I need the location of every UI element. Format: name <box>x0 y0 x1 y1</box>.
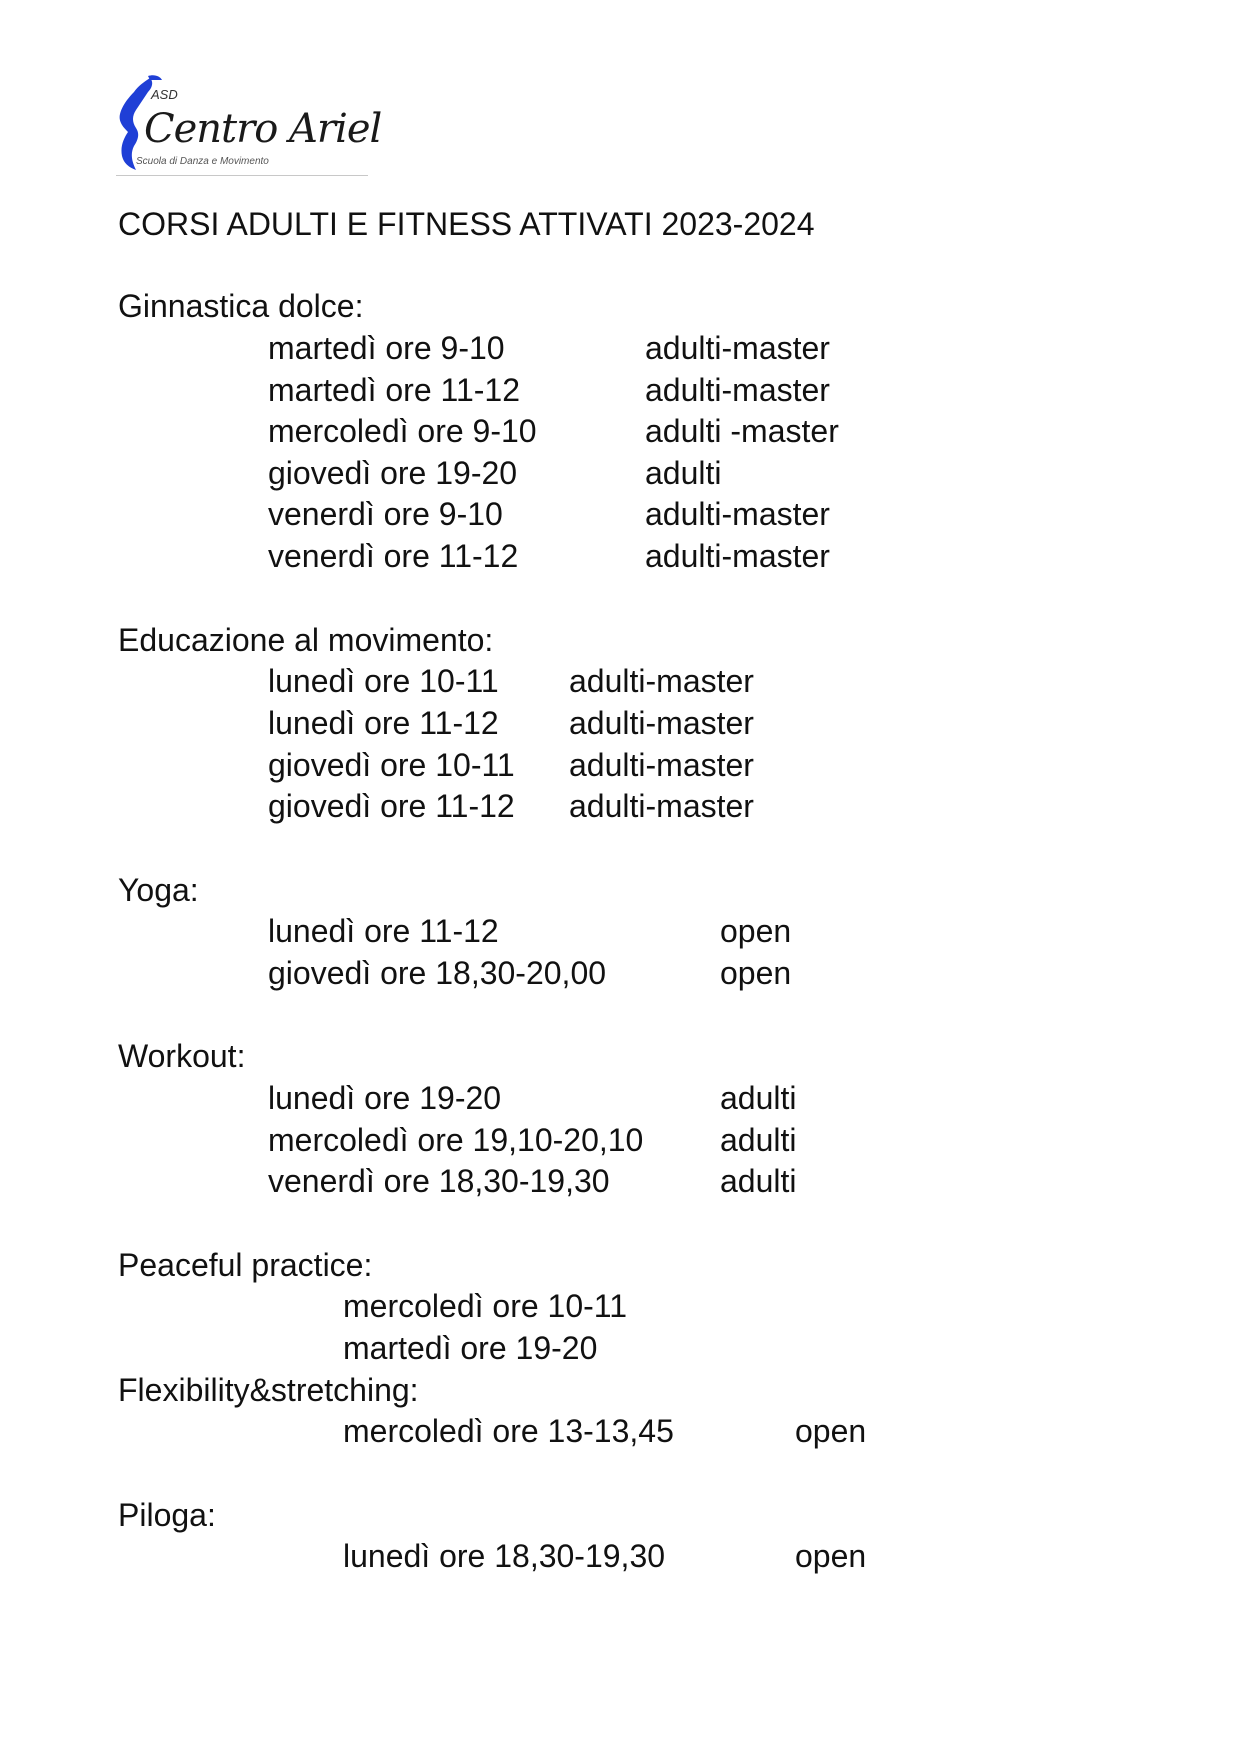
schedule-level: adulti-master <box>645 538 830 574</box>
schedule-time: lunedì ore 11-12 <box>268 913 499 949</box>
schedule-level: adulti <box>720 1080 797 1116</box>
schedule-time: giovedì ore 10-11 <box>268 747 515 783</box>
schedule-time: lunedì ore 10-11 <box>268 663 499 699</box>
section-heading-piloga: Piloga: <box>118 1497 216 1533</box>
schedule-level: adulti-master <box>569 705 754 741</box>
section-heading-peaceful-practice: Peaceful practice: <box>118 1247 373 1283</box>
schedule-level: adulti <box>720 1122 797 1158</box>
schedule-time: martedì ore 9-10 <box>268 330 505 366</box>
schedule-time: mercoledì ore 9-10 <box>268 413 537 449</box>
page-title: CORSI ADULTI E FITNESS ATTIVATI 2023-2024 <box>118 206 815 242</box>
schedule-time: giovedì ore 18,30-20,00 <box>268 955 607 991</box>
schedule-level: adulti-master <box>645 330 830 366</box>
logo-name: Centro Ariel <box>144 106 382 152</box>
schedule-time: lunedì ore 18,30-19,30 <box>343 1538 666 1574</box>
section-heading-workout: Workout: <box>118 1038 246 1074</box>
schedule-time: giovedì ore 19-20 <box>268 455 518 491</box>
schedule-time: venerdì ore 18,30-19,30 <box>268 1163 610 1199</box>
schedule-time: giovedì ore 11-12 <box>268 788 515 824</box>
logo <box>114 72 380 180</box>
section-heading-flexibility-stretching: Flexibility&stretching: <box>118 1372 419 1408</box>
schedule-level: adulti-master <box>645 496 830 532</box>
schedule-level: adulti -master <box>645 413 839 449</box>
schedule-level: open <box>795 1413 867 1449</box>
section-heading-ginnastica-dolce: Ginnastica dolce: <box>118 288 364 324</box>
logo-divider <box>116 175 368 176</box>
logo-tagline: Scuola di Danza e Movimento <box>136 156 269 167</box>
schedule-level: adulti <box>645 455 722 491</box>
logo-asd: ASD <box>151 87 178 102</box>
schedule-time: lunedì ore 19-20 <box>268 1080 502 1116</box>
schedule-time: mercoledì ore 10-11 <box>343 1288 627 1324</box>
schedule-level: adulti-master <box>569 788 754 824</box>
schedule-time: mercoledì ore 13-13,45 <box>343 1413 674 1449</box>
schedule-level: open <box>720 913 792 949</box>
schedule-time: martedì ore 11-12 <box>268 372 520 408</box>
schedule-time: lunedì ore 11-12 <box>268 705 499 741</box>
schedule-time: venerdì ore 11-12 <box>268 538 519 574</box>
schedule-time: mercoledì ore 19,10-20,10 <box>268 1122 644 1158</box>
section-heading-educazione-al-movimento: Educazione al movimento: <box>118 622 494 658</box>
schedule-level: adulti-master <box>569 663 754 699</box>
schedule-level: adulti-master <box>569 747 754 783</box>
schedule-time: venerdì ore 9-10 <box>268 496 503 532</box>
schedule-time: martedì ore 19-20 <box>343 1330 598 1366</box>
schedule-level: open <box>720 955 792 991</box>
schedule-level: adulti <box>720 1163 797 1199</box>
schedule-level: adulti-master <box>645 372 830 408</box>
section-heading-yoga: Yoga: <box>118 872 199 908</box>
schedule-level: open <box>795 1538 867 1574</box>
